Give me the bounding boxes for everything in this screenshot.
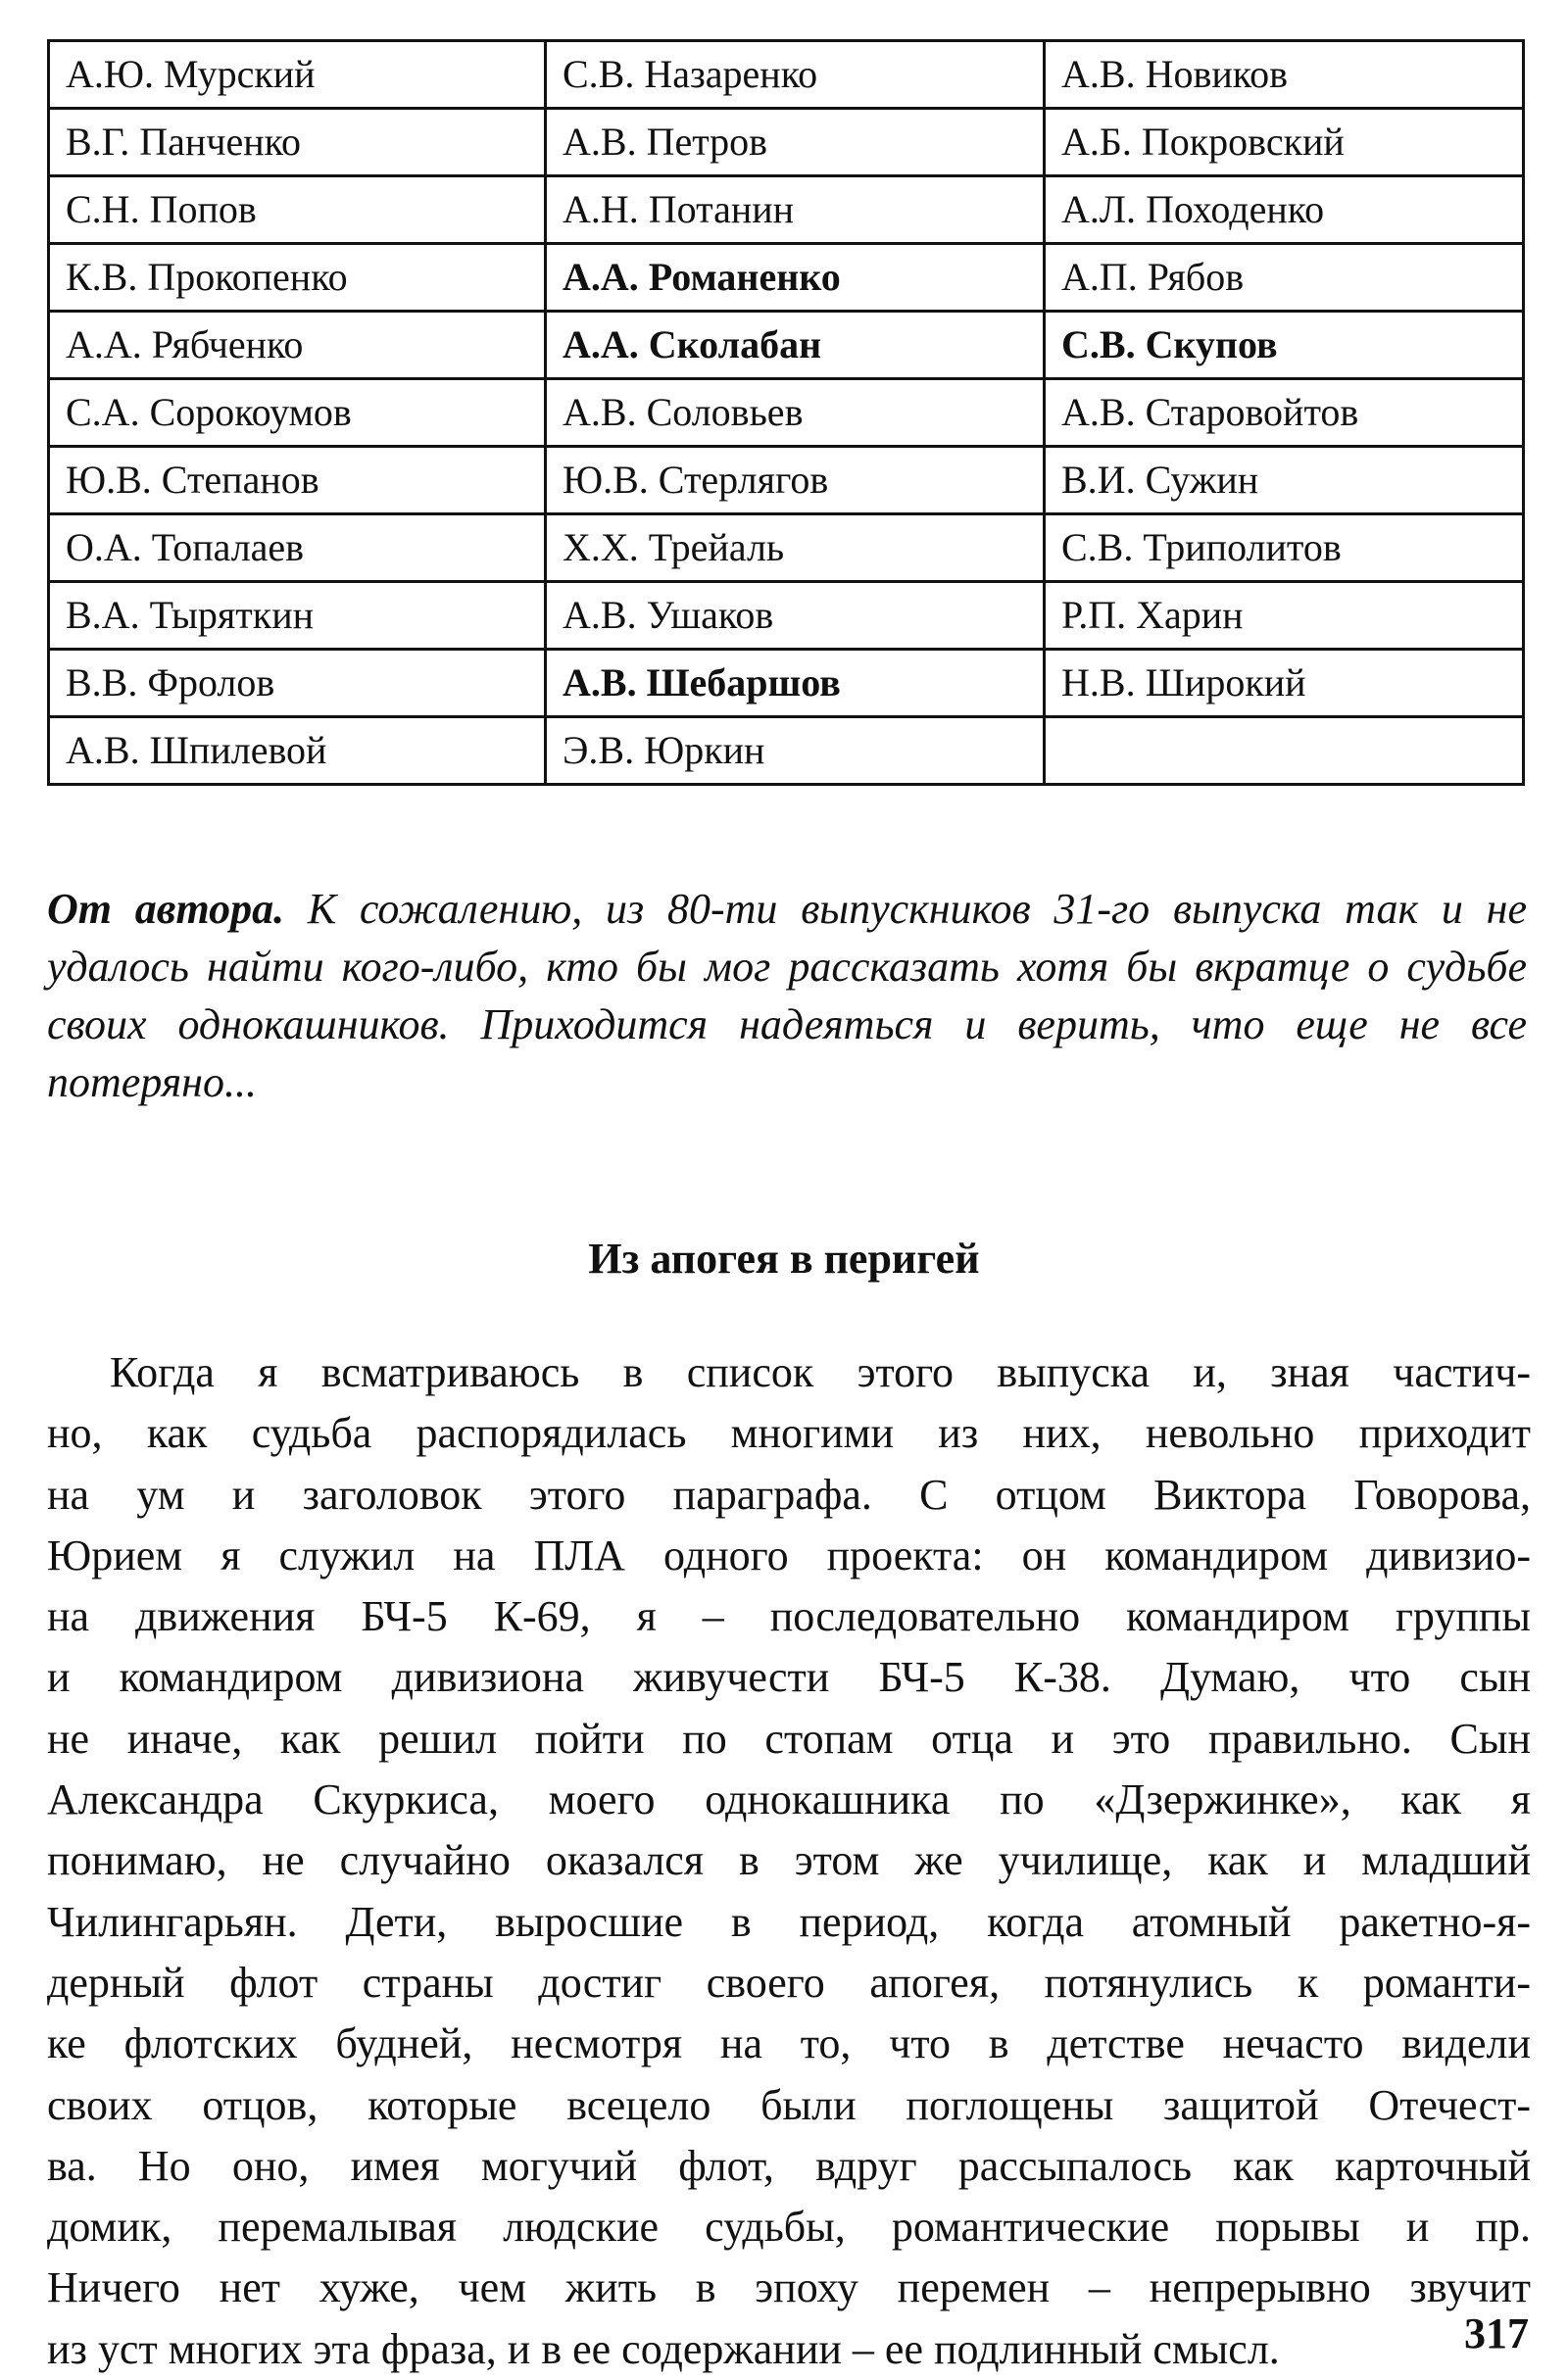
body-line: своих отцов, которые всецело были поглощены защитой Отечест- (47, 2080, 1531, 2129)
table-cell: А.Ю. Мурский (49, 41, 546, 109)
table-cell: А.А. Романенко (546, 244, 1045, 312)
table-row (49, 582, 1524, 650)
body-line: понимаю, не случайно оказался в этом же училище, как и младший (47, 1836, 1531, 1885)
table-cell: А.В. Петров (546, 109, 1045, 176)
table-row (49, 41, 1524, 109)
body-line: Когда я всматриваюсь в список этого выпуска и, зная частич- (110, 1348, 1531, 1396)
table-cell: С.В. Триполитов (1045, 514, 1524, 582)
body-line: Александра Скуркиса, моего однокашника по «Дзержинке», как я (47, 1775, 1531, 1824)
section-body (47, 1342, 1531, 2380)
table-cell: А.Н. Потанин (546, 176, 1045, 244)
table-cell: Э.В. Юркин (546, 717, 1045, 785)
table-cell: К.В. Прокопенко (49, 244, 546, 312)
table-cell: А.В. Ушаков (546, 582, 1045, 650)
body-line: не иначе, как решил пойти по стопам отца и это правильно. Сын (47, 1714, 1531, 1763)
table-cell: Ю.В. Степанов (49, 447, 546, 514)
table-cell (1045, 717, 1524, 785)
table-row (49, 717, 1524, 785)
table-row (49, 447, 1524, 514)
body-line: на ум и заголовок этого параграфа. С отцом Виктора Говорова, (47, 1470, 1531, 1519)
table-cell: С.Н. Попов (49, 176, 546, 244)
body-line: ке флотских будней, несмотря на то, что в детстве нечасто видели (47, 2019, 1531, 2068)
table-cell: В.А. Тыряткин (49, 582, 546, 650)
body-line: Юрием я служил на ПЛА одного проекта: он командиром дивизио- (47, 1530, 1531, 1579)
body-line: домик, перемалывая людские судьбы, романтические порывы и пр. (47, 2203, 1531, 2252)
graduates-table-body (49, 41, 1524, 785)
body-line: Ничего нет хуже, чем жить в эпоху перемен – непрерывно звучит (47, 2263, 1531, 2312)
table-cell: А.Л. Походенко (1045, 176, 1524, 244)
body-line: из уст многих эта фраза, и в ее содержании – ее подлинный смысл. (47, 2324, 1280, 2373)
table-cell: С.В. Скупов (1045, 312, 1524, 379)
table-row (49, 312, 1524, 379)
table-row (49, 176, 1524, 244)
table-cell: В.Г. Панченко (49, 109, 546, 176)
table-cell: А.А. Рябченко (49, 312, 546, 379)
table-cell: А.А. Сколабан (546, 312, 1045, 379)
table-cell: Х.Х. Трейаль (546, 514, 1045, 582)
body-line: ва. Но оно, имея могучий флот, вдруг рассыпалось как карточный (47, 2141, 1531, 2190)
table-cell: В.И. Сужин (1045, 447, 1524, 514)
body-line: на движения БЧ-5 К-69, я – последовательно командиром группы (47, 1592, 1531, 1641)
author-note-lead: От автора. (47, 885, 285, 933)
body-line: но, как судьба распорядилась многими из них, невольно приходит (47, 1409, 1531, 1458)
body-line: дерный флот страны достиг своего апогея, потянулись к романти- (47, 1958, 1531, 2007)
table-row (49, 514, 1524, 582)
table-row (49, 650, 1524, 717)
graduates-table (47, 39, 1525, 786)
table-row (49, 109, 1524, 176)
body-line: Чилингарьян. Дети, выросшие в период, когда атомный ракетно-я- (47, 1897, 1531, 1946)
page-number: 317 (1464, 2309, 1529, 2357)
table-cell: С.В. Назаренко (546, 41, 1045, 109)
table-cell: В.В. Фролов (49, 650, 546, 717)
body-line: и командиром дивизиона живучести БЧ-5 К-38. Думаю, что сын (47, 1653, 1531, 1702)
table-cell: Н.В. Широкий (1045, 650, 1524, 717)
table-cell: А.В. Старовойтов (1045, 379, 1524, 447)
author-note-text: К сожалению, из 80-ти выпускников 31-го выпуска так и не удалось найти кого-либо, кто бы мог рассказать хотя бы вкратце о судьбе своих однокашников. Приходится надеяться и верить, что еще не все потеряно... (47, 885, 1528, 1106)
table-cell: О.А. Топалаев (49, 514, 546, 582)
table-cell: А.В. Соловьев (546, 379, 1045, 447)
table-cell: А.П. Рябов (1045, 244, 1524, 312)
table-row (49, 379, 1524, 447)
table-row (49, 244, 1524, 312)
section-heading: Из апогея в перигей (588, 1235, 980, 1283)
table-cell: С.А. Сорокоумов (49, 379, 546, 447)
author-note (47, 880, 1527, 1111)
table-cell: А.В. Шебаршов (546, 650, 1045, 717)
table-cell: А.В. Шпилевой (49, 717, 546, 785)
table-cell: А.Б. Покровский (1045, 109, 1524, 176)
table-cell: Р.П. Харин (1045, 582, 1524, 650)
table-cell: Ю.В. Стерлягов (546, 447, 1045, 514)
table-cell: А.В. Новиков (1045, 41, 1524, 109)
